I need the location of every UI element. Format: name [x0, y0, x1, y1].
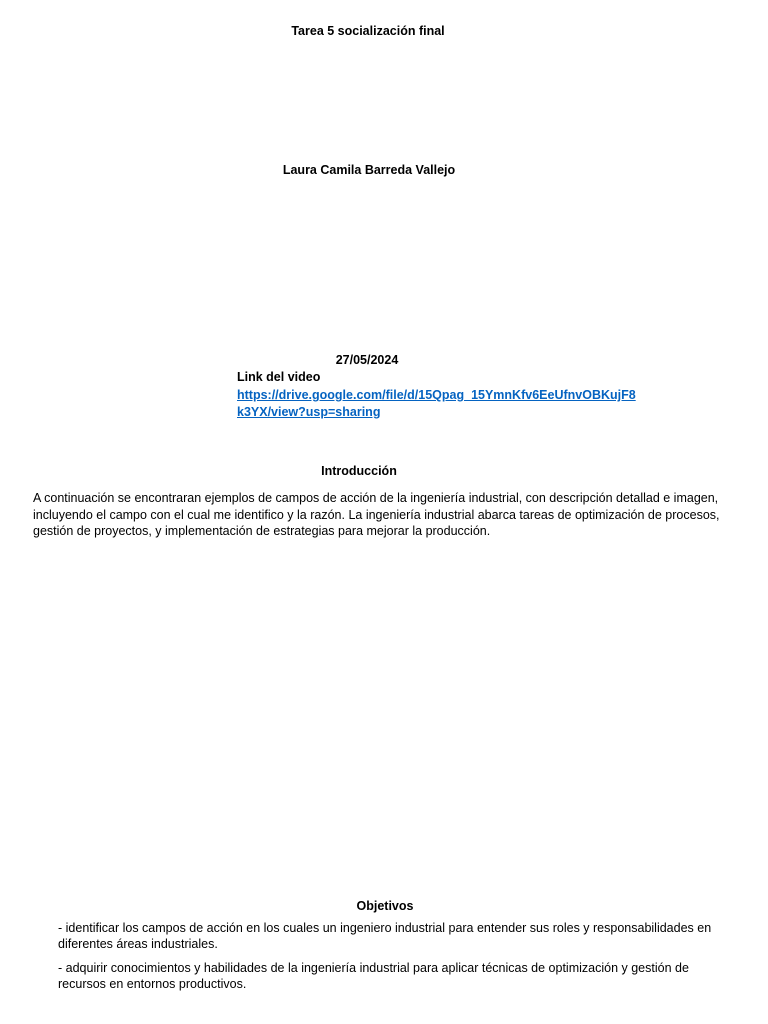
objectives-heading: Objetivos	[356, 899, 414, 913]
document-date: 27/05/2024	[335, 353, 399, 367]
video-link-label: Link del video	[237, 370, 321, 384]
objective-item: - adquirir conocimientos y habilidades de la ingeniería industrial para aplicar técnicas de optimización y gestión de recursos en entornos productivos.	[58, 961, 689, 991]
objective-item: - identificar los campos de acción en los cuales un ingeniero industrial para entender sus roles y responsabilidades en diferentes áreas industriales.	[58, 921, 712, 951]
introduction-heading: Introducción	[321, 464, 397, 478]
video-link[interactable]: https://drive.google.com/file/d/15Qpag_15YmnKfv6EeUfnvOBKujF8k3YX/view?usp=sharing	[237, 388, 636, 419]
objectives-list	[58, 921, 728, 1001]
introduction-paragraph: A continuación se encontraran ejemplos de campos de acción de la ingeniería industrial, con descripción detallad e imagen, incluyendo el campo con el cual me identifico y la razón. La ingeniería industrial abarca tareas de optimización de procesos, gestión de proyectos, y implementación de estrategias para mejorar la producción.	[33, 491, 720, 538]
author-name: Laura Camila Barreda Vallejo	[282, 163, 456, 177]
document-title: Tarea 5 socialización final	[291, 24, 445, 38]
